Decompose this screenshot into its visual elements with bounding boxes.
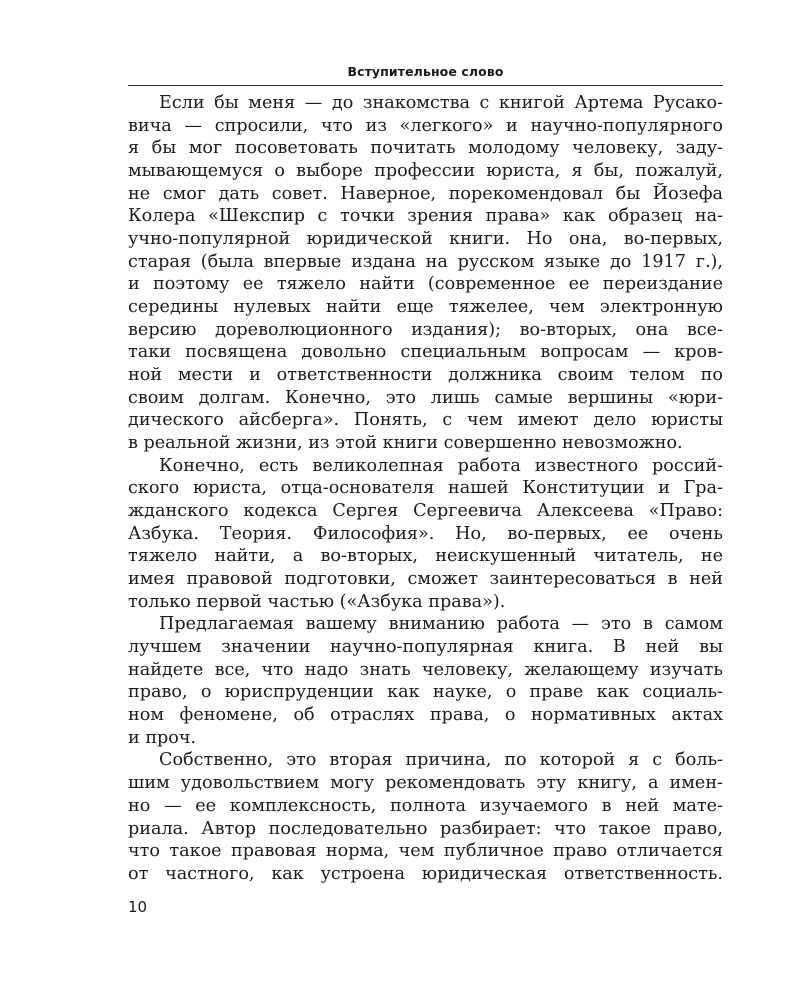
text-line: ского юриста, отца-основателя нашей Конституции и Гра- — [128, 478, 723, 499]
paragraph-3 — [128, 613, 723, 749]
text-line: дического айсберга». Понять, с чем имеют дело юристы — [128, 410, 723, 431]
text-line: старая (была впервые издана на русском языке до 1917 г.), — [128, 251, 723, 272]
text-line: мывающемуся о выборе профессии юриста, я бы, пожалуй, — [128, 161, 723, 182]
text-line: право, о юриспруденции как науке, о праве как социаль- — [128, 682, 723, 703]
text-line: найдете все, что надо знать человеку, желающему изучать — [128, 659, 723, 680]
text-line: середины нулевых найти еще тяжелее, чем электронную — [128, 297, 723, 318]
body-text — [128, 92, 723, 886]
text-line: только первой частью («Азбука права»). — [128, 591, 506, 612]
header-rule — [128, 85, 723, 86]
text-line: Конечно, есть великолепная работа известного россий- — [159, 455, 723, 476]
text-line: Если бы меня — до знакомства с книгой Артема Русако- — [159, 93, 723, 113]
text-line: и поэтому ее тяжело найти (современное ее переиздание — [128, 274, 723, 295]
text-line: лучшем значении научно-популярная книга. В ней вы — [128, 637, 723, 658]
text-line: имея правовой подготовки, сможет заинтересоваться в ней — [128, 569, 723, 590]
text-line: в реальной жизни, из этой книги совершенно невозможно. — [128, 433, 683, 454]
paragraph-4 — [128, 749, 723, 885]
text-line: шим удовольствием могу рекомендовать эту книгу, а имен- — [128, 773, 723, 794]
paragraph-1 — [128, 92, 723, 455]
text-line: Предлагаемая вашему вниманию работа — это в самом — [159, 614, 723, 635]
paragraph-2 — [128, 455, 723, 614]
running-head: Вступительное слово — [347, 64, 504, 79]
text-line: ной мести и ответственности должника своим телом по — [128, 365, 723, 386]
text-line: жданского кодекса Сергея Сергеевича Алексеева «Право: — [128, 501, 723, 522]
page-number: 10 — [128, 898, 148, 916]
text-line: Азбука. Теория. Философия». Но, во-первых, ее очень — [128, 523, 723, 544]
text-line: не смог дать совет. Наверное, порекомендовал бы Йозефа — [128, 183, 723, 204]
text-line: Колера «Шекспир с точки зрения права» как образец на- — [128, 206, 723, 227]
text-line: что такое правовая норма, чем публичное право отличается — [128, 841, 723, 862]
text-line: я бы мог посоветовать почитать молодому человеку, заду- — [128, 138, 723, 159]
text-line: учно-популярной юридической книги. Но она, во-первых, — [128, 229, 723, 250]
text-line: тяжело найти, а во-вторых, неискушенный читатель, не — [128, 546, 723, 567]
text-line: ном феномене, об отраслях права, о нормативных актах — [128, 705, 723, 726]
text-line: и проч. — [128, 727, 197, 748]
text-line: таки посвящена довольно специальным вопросам — кров- — [128, 342, 723, 363]
text-line: от частного, как устроена юридическая ответственность. — [128, 863, 723, 884]
text-line: вича — спросили, что из «легкого» и научно-популярного — [128, 115, 723, 136]
text-line: своим долгам. Конечно, это лишь самые вершины «юри- — [128, 387, 723, 408]
text-line: версию дореволюционного издания); во-вторых, она все- — [128, 319, 723, 340]
text-line: риала. Автор последовательно разбирает: что такое право, — [128, 818, 723, 839]
text-line: но — ее комплексность, полнота изучаемого в ней мате- — [128, 795, 723, 816]
text-line: Собственно, это вторая причина, по которой я с боль- — [159, 750, 723, 771]
